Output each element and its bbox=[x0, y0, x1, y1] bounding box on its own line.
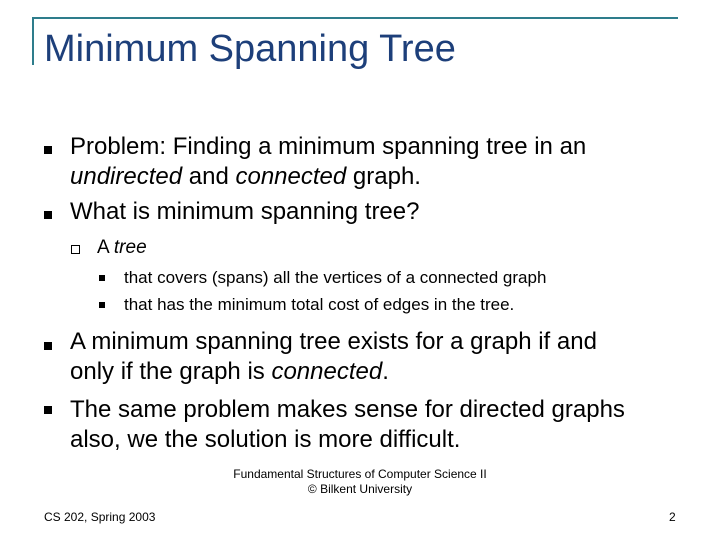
slide-title: Minimum Spanning Tree bbox=[44, 28, 456, 70]
emphasis-tree: tree bbox=[113, 237, 147, 258]
bullet-3-text-pre: only if the graph is bbox=[70, 358, 272, 385]
sub-sub-bullet-1: that covers (spans) all the vertices of a connected graph bbox=[124, 268, 547, 287]
bullet-3-text-end: . bbox=[382, 358, 389, 385]
bullet-marker-4 bbox=[44, 406, 52, 414]
bullet-1-text-end: graph. bbox=[346, 163, 421, 190]
footer-center bbox=[200, 467, 520, 497]
sub-sub-bullet-marker-2 bbox=[99, 302, 105, 308]
bullet-marker-3 bbox=[44, 342, 52, 350]
bullet-1-line-1: Problem: Finding a minimum spanning tree in an bbox=[70, 133, 587, 160]
sub-sub-bullet-marker-1 bbox=[99, 275, 105, 281]
bullet-4-line-2: also, we the solution is more difficult. bbox=[70, 426, 461, 453]
sub-sub-bullet-2: that has the minimum total cost of edges in the tree. bbox=[124, 295, 515, 314]
bullet-marker-1 bbox=[44, 146, 52, 154]
page-number: 2 bbox=[669, 510, 676, 524]
bullet-2-line: What is minimum spanning tree? bbox=[70, 198, 420, 225]
footer-course: CS 202, Spring 2003 bbox=[44, 510, 156, 524]
frame-top-line bbox=[32, 17, 678, 19]
bullet-1-line-2 bbox=[70, 162, 421, 192]
emphasis-undirected: undirected bbox=[70, 163, 183, 190]
footer-center-line-1: Fundamental Structures of Computer Science II bbox=[233, 467, 487, 481]
sub-bullet-line bbox=[97, 236, 147, 260]
bullet-3-line-2 bbox=[70, 357, 389, 387]
footer-center-line-2: © Bilkent University bbox=[307, 482, 413, 496]
emphasis-connected-2: connected bbox=[271, 358, 383, 385]
emphasis-connected: connected bbox=[235, 163, 347, 190]
bullet-3-line-1: A minimum spanning tree exists for a graph if and bbox=[70, 328, 597, 355]
bullet-1-text-mid: and bbox=[182, 163, 236, 190]
sub-bullet-prefix: A bbox=[97, 237, 114, 258]
bullet-4-line-1: The same problem makes sense for directed graphs bbox=[70, 396, 625, 423]
sub-bullet-marker bbox=[71, 245, 80, 254]
bullet-marker-2 bbox=[44, 211, 52, 219]
frame-left-line bbox=[32, 17, 34, 65]
